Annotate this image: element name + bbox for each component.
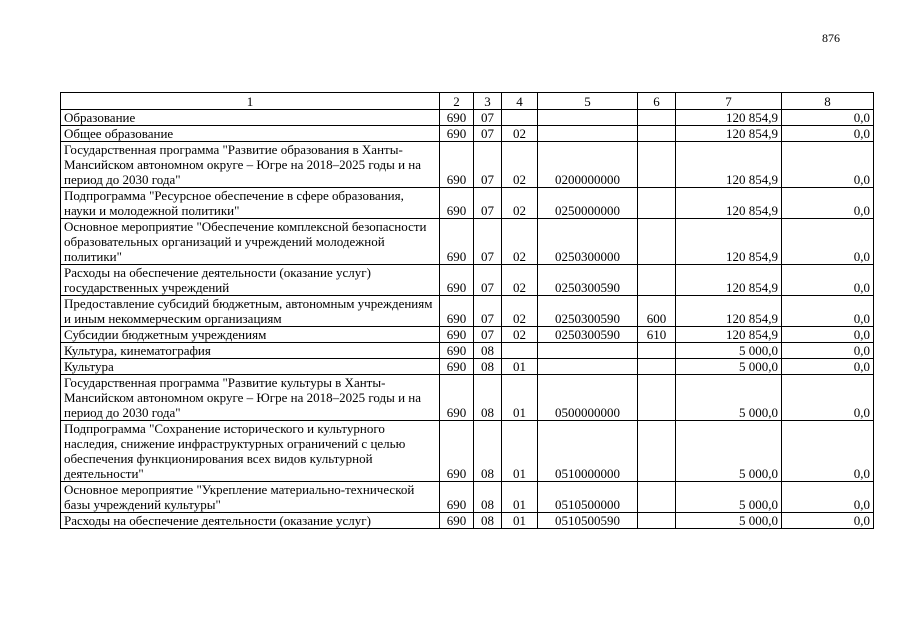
amount-cell: 120 854,9 (676, 126, 782, 142)
header-cell-8: 8 (782, 93, 874, 110)
table-row (61, 327, 874, 343)
name-cell: Основное мероприятие "Обеспечение комплексной безопасности образовательных организаций и учреждений молодежной политики" (61, 219, 440, 265)
amount-cell: 120 854,9 (676, 219, 782, 265)
subsection-cell (502, 110, 538, 126)
target-article-cell: 0510500000 (538, 482, 638, 513)
amount-2-cell: 0,0 (782, 219, 874, 265)
section-cell: 07 (474, 188, 502, 219)
name-cell: Расходы на обеспечение деятельности (оказание услуг) государственных учреждений (61, 265, 440, 296)
table-row (61, 421, 874, 482)
amount-2-cell: 0,0 (782, 513, 874, 529)
name-cell: Государственная программа "Развитие образования в Ханты-Мансийском автономном округе – Югре на 2018–2025 годы и на период до 2030 года" (61, 142, 440, 188)
amount-cell: 5 000,0 (676, 359, 782, 375)
expense-type-cell (638, 188, 676, 219)
subsection-cell: 01 (502, 513, 538, 529)
name-cell: Предоставление субсидий бюджетным, автономным учреждениям и иным некоммерческим организациям (61, 296, 440, 327)
subsection-cell: 02 (502, 142, 538, 188)
table-row (61, 219, 874, 265)
admin-code-cell: 690 (440, 359, 474, 375)
expense-type-cell: 600 (638, 296, 676, 327)
amount-cell: 120 854,9 (676, 296, 782, 327)
amount-cell: 120 854,9 (676, 265, 782, 296)
subsection-cell: 01 (502, 359, 538, 375)
amount-2-cell: 0,0 (782, 327, 874, 343)
admin-code-cell: 690 (440, 513, 474, 529)
amount-2-cell: 0,0 (782, 126, 874, 142)
header-cell-1: 1 (61, 93, 440, 110)
table-row (61, 359, 874, 375)
admin-code-cell: 690 (440, 219, 474, 265)
amount-2-cell: 0,0 (782, 265, 874, 296)
amount-2-cell: 0,0 (782, 375, 874, 421)
name-cell: Культура, кинематография (61, 343, 440, 359)
target-article-cell (538, 126, 638, 142)
admin-code-cell: 690 (440, 343, 474, 359)
name-cell: Субсидии бюджетным учреждениям (61, 327, 440, 343)
section-cell: 07 (474, 265, 502, 296)
admin-code-cell: 690 (440, 110, 474, 126)
name-cell: Общее образование (61, 126, 440, 142)
expense-type-cell (638, 343, 676, 359)
amount-2-cell: 0,0 (782, 296, 874, 327)
amount-cell: 120 854,9 (676, 142, 782, 188)
subsection-cell: 02 (502, 126, 538, 142)
section-cell: 08 (474, 343, 502, 359)
expense-type-cell (638, 359, 676, 375)
expense-type-cell (638, 375, 676, 421)
target-article-cell (538, 343, 638, 359)
expense-type-cell (638, 265, 676, 296)
section-cell: 07 (474, 296, 502, 327)
header-cell-3: 3 (474, 93, 502, 110)
name-cell: Культура (61, 359, 440, 375)
name-cell: Государственная программа "Развитие культуры в Ханты-Мансийском автономном округе – Югре на 2018–2025 годы и на период до 2030 года" (61, 375, 440, 421)
subsection-cell: 02 (502, 188, 538, 219)
amount-cell: 5 000,0 (676, 343, 782, 359)
section-cell: 08 (474, 375, 502, 421)
name-cell: Подпрограмма "Сохранение исторического и культурного наследия, снижение инфраструктурных ограничений с целью обеспечения функционирования всех видов культурной деятельности" (61, 421, 440, 482)
target-article-cell: 0250000000 (538, 188, 638, 219)
target-article-cell: 0250300590 (538, 265, 638, 296)
table-row (61, 188, 874, 219)
admin-code-cell: 690 (440, 142, 474, 188)
section-cell: 07 (474, 142, 502, 188)
amount-2-cell: 0,0 (782, 110, 874, 126)
table-row (61, 296, 874, 327)
admin-code-cell: 690 (440, 188, 474, 219)
table-row (61, 375, 874, 421)
expense-type-cell (638, 126, 676, 142)
section-cell: 07 (474, 126, 502, 142)
section-cell: 07 (474, 110, 502, 126)
amount-cell: 120 854,9 (676, 188, 782, 219)
name-cell: Подпрограмма "Ресурсное обеспечение в сфере образования, науки и молодежной политики" (61, 188, 440, 219)
subsection-cell: 01 (502, 375, 538, 421)
amount-2-cell: 0,0 (782, 188, 874, 219)
expense-type-cell (638, 421, 676, 482)
subsection-cell: 02 (502, 219, 538, 265)
section-cell: 07 (474, 219, 502, 265)
amount-cell: 5 000,0 (676, 482, 782, 513)
name-cell: Образование (61, 110, 440, 126)
amount-2-cell: 0,0 (782, 421, 874, 482)
section-cell: 07 (474, 327, 502, 343)
amount-cell: 120 854,9 (676, 110, 782, 126)
admin-code-cell: 690 (440, 126, 474, 142)
table-row (61, 110, 874, 126)
table-row (61, 482, 874, 513)
target-article-cell: 0250300000 (538, 219, 638, 265)
section-cell: 08 (474, 421, 502, 482)
subsection-cell: 02 (502, 265, 538, 296)
subsection-cell: 02 (502, 296, 538, 327)
target-article-cell: 0250300590 (538, 327, 638, 343)
admin-code-cell: 690 (440, 327, 474, 343)
target-article-cell: 0510500590 (538, 513, 638, 529)
admin-code-cell: 690 (440, 375, 474, 421)
admin-code-cell: 690 (440, 265, 474, 296)
amount-cell: 120 854,9 (676, 327, 782, 343)
expense-type-cell (638, 110, 676, 126)
expense-type-cell (638, 219, 676, 265)
header-cell-2: 2 (440, 93, 474, 110)
amount-2-cell: 0,0 (782, 343, 874, 359)
header-cell-7: 7 (676, 93, 782, 110)
header-row (61, 93, 874, 110)
header-cell-6: 6 (638, 93, 676, 110)
table-body (61, 110, 874, 529)
subsection-cell: 01 (502, 421, 538, 482)
expense-type-cell (638, 482, 676, 513)
expense-type-cell (638, 513, 676, 529)
target-article-cell: 0250300590 (538, 296, 638, 327)
name-cell: Расходы на обеспечение деятельности (оказание услуг) (61, 513, 440, 529)
section-cell: 08 (474, 482, 502, 513)
table-row (61, 513, 874, 529)
amount-2-cell: 0,0 (782, 142, 874, 188)
section-cell: 08 (474, 359, 502, 375)
table-row (61, 142, 874, 188)
header-cell-4: 4 (502, 93, 538, 110)
table-row (61, 343, 874, 359)
target-article-cell: 0510000000 (538, 421, 638, 482)
admin-code-cell: 690 (440, 482, 474, 513)
amount-2-cell: 0,0 (782, 482, 874, 513)
name-cell: Основное мероприятие "Укрепление материально-технической базы учреждений культуры" (61, 482, 440, 513)
admin-code-cell: 690 (440, 296, 474, 327)
admin-code-cell: 690 (440, 421, 474, 482)
amount-2-cell: 0,0 (782, 359, 874, 375)
table-row (61, 126, 874, 142)
page-number: 876 (822, 31, 840, 45)
target-article-cell: 0200000000 (538, 142, 638, 188)
table-row (61, 265, 874, 296)
amount-cell: 5 000,0 (676, 513, 782, 529)
amount-cell: 5 000,0 (676, 375, 782, 421)
subsection-cell (502, 343, 538, 359)
expense-type-cell: 610 (638, 327, 676, 343)
header-cell-5: 5 (538, 93, 638, 110)
amount-cell: 5 000,0 (676, 421, 782, 482)
target-article-cell (538, 110, 638, 126)
budget-table (60, 92, 874, 529)
expense-type-cell (638, 142, 676, 188)
section-cell: 08 (474, 513, 502, 529)
target-article-cell: 0500000000 (538, 375, 638, 421)
subsection-cell: 01 (502, 482, 538, 513)
subsection-cell: 02 (502, 327, 538, 343)
target-article-cell (538, 359, 638, 375)
